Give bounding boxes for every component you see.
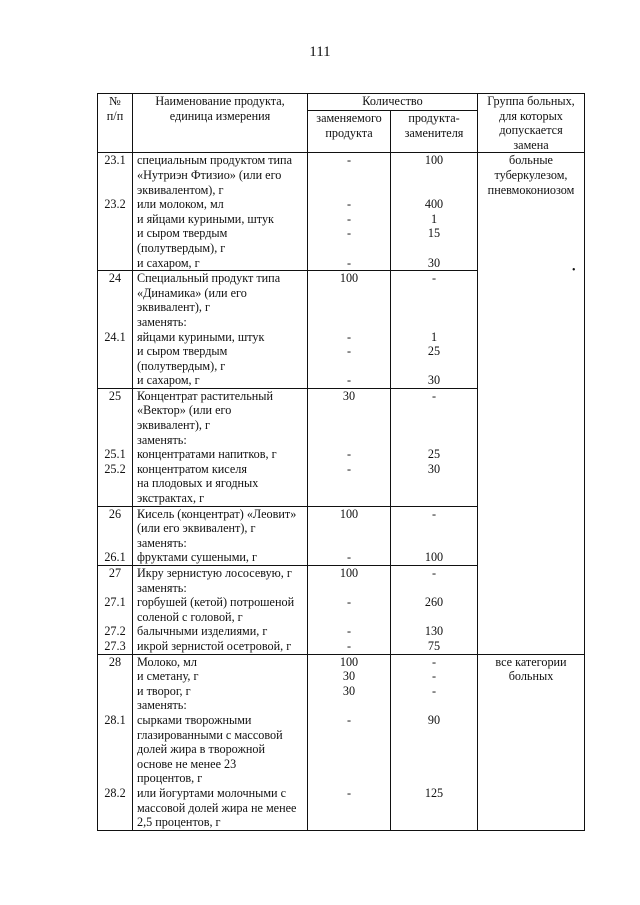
substitute-quantity: - - - 90 125 — [391, 654, 478, 830]
product-name: Икру зернистую лососевую, г заменять: горбушей (кетой) потрошеной соленой с головой, г балычными изделиями, г икрой зернистой осетровой, г — [133, 566, 308, 655]
header-name: Наименование продукта, единица измерения — [133, 94, 308, 153]
replaced-quantity: - - - - - — [308, 153, 391, 271]
row-number: 23.1 23.2 — [98, 153, 133, 271]
substitute-quantity: - 260 130 75 — [391, 566, 478, 655]
header-quantity: Количество — [308, 94, 478, 111]
row-number: 25 25.1 25.2 — [98, 388, 133, 506]
product-name: Специальный продукт типа «Динамика» (или его эквивалент), г заменять: яйцами куриными, штук и сыром твердым (полутвердым), г и сахаром, г — [133, 271, 308, 389]
header-num: № п/п — [98, 94, 133, 153]
substitute-quantity: - 1 25 30 — [391, 271, 478, 389]
product-name: Молоко, мл и сметану, г и творог, г заменять: сырками творожными глазированными с массовой долей жира в творожной основе не менее 23 процентов, г или йогуртами молочными с массовой долей жира не менее 2,5 процентов, г — [133, 654, 308, 830]
page-number: 111 — [309, 44, 331, 60]
table-header-row — [98, 94, 585, 111]
replaced-quantity: 30 - - — [308, 388, 391, 506]
substitute-quantity: - 25 30 — [391, 388, 478, 506]
header-replaced: заменяемого продукта — [308, 111, 391, 153]
patient-group: больные туберкулезом, пневмокониозом — [478, 153, 585, 654]
table-row — [98, 153, 585, 271]
product-name: специальным продуктом типа «Нутриэн Фтизио» (или его эквивалентом), г или молоком, мл и яйцами куриными, штук и сыром твердым (полутвердым), г и сахаром, г — [133, 153, 308, 271]
replaced-quantity: 100 - - - — [308, 566, 391, 655]
substitute-quantity: 100 400 1 15 30 — [391, 153, 478, 271]
stray-mark: • — [572, 265, 576, 276]
substitute-quantity: - 100 — [391, 506, 478, 565]
header-group: Группа больных, для которых допускается замена — [478, 94, 585, 153]
patient-group: все категории больных — [478, 654, 585, 830]
substitution-table — [97, 93, 585, 831]
header-substitute: продукта- заменителя — [391, 111, 478, 153]
row-number: 26 26.1 — [98, 506, 133, 565]
replaced-quantity: 100 - — [308, 506, 391, 565]
table-row — [98, 654, 585, 830]
replaced-quantity: 100 30 30 - - — [308, 654, 391, 830]
row-number: 24 24.1 — [98, 271, 133, 389]
row-number: 28 28.1 28.2 — [98, 654, 133, 830]
product-name: Концентрат растительный «Вектор» (или его эквивалент), г заменять: концентратами напитков, г концентратом киселя на плодовых и ягодных экстрактах, г — [133, 388, 308, 506]
product-name: Кисель (концентрат) «Леовит» (или его эквивалент), г заменять: фруктами сушеными, г — [133, 506, 308, 565]
replaced-quantity: 100 - - - — [308, 271, 391, 389]
row-number: 27 27.1 27.2 27.3 — [98, 566, 133, 655]
